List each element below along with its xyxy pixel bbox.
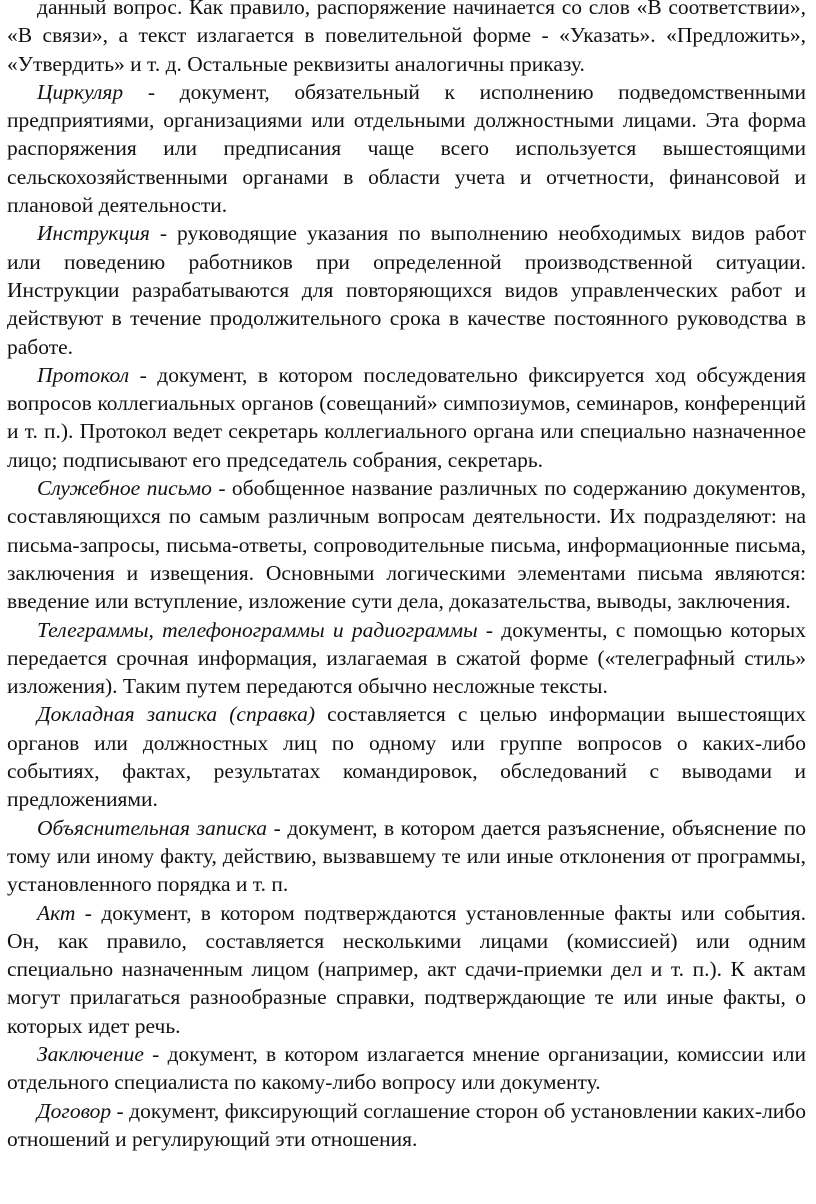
term-circular: Циркуляр bbox=[37, 79, 124, 104]
term-report-note: Докладная записка (справка) bbox=[37, 702, 315, 727]
paragraph-telegrams bbox=[7, 616, 806, 701]
paragraph-explanatory-note bbox=[7, 814, 806, 899]
term-official-letter: Служебное письмо bbox=[37, 476, 212, 501]
paragraph-instruction bbox=[7, 219, 806, 360]
paragraph-text: - документы, с помощью которых передается срочная информация, излагаемая в сжатой форме («телеграфный стиль» изложения). Таким путем передаются обычно несложные тексты. bbox=[7, 617, 806, 699]
term-protocol: Протокол bbox=[37, 362, 130, 387]
term-explanatory-note: Объяснительная записка bbox=[37, 815, 268, 840]
paragraph-text: - обобщенное название различных по содержанию документов, составляющихся по самым различным вопросам деятельности. Их подразделяют: на письма-запросы, письма-ответы, сопроводительные письма, информационные письма, заключения и извещения. Основными логическими элементами письма являются: введение или вступление, изложение сути дела, доказательства, выводы, заключения. bbox=[7, 476, 807, 614]
term-conclusion: Заключение bbox=[37, 1041, 144, 1066]
paragraph-text: - документ, в котором дается разъяснение, объяснение по тому или иному факту, действию, вызвавшему те или иные отклонения от программы, установленного порядка и т. п. bbox=[7, 815, 806, 897]
paragraph-circular bbox=[7, 78, 806, 219]
paragraph-continuation bbox=[7, 0, 806, 78]
paragraph-text: - документ, фиксирующий соглашение сторон об установлении каких-либо отношений и регулирующий эти отношения. bbox=[7, 1098, 806, 1151]
term-telegrams: Телеграммы, телефонограммы и радиограммы bbox=[37, 617, 478, 642]
paragraph-act bbox=[7, 899, 806, 1040]
paragraph-conclusion bbox=[7, 1040, 806, 1097]
paragraph-text: - руководящие указания по выполнению необходимых видов работ или поведению работников при определенной производственной ситуации. Инструкции разрабатываются для повторяющихся видов управленческих работ и действуют в течение продолжительного срока в качестве постоянного руководства в работе. bbox=[7, 221, 806, 359]
paragraph-contract bbox=[7, 1097, 806, 1154]
term-act: Акт bbox=[37, 900, 76, 925]
paragraph-text: - документ, в котором излагается мнение организации, комиссии или отдельного специалиста по какому-либо вопросу или документу. bbox=[7, 1041, 806, 1095]
term-contract: Договор bbox=[37, 1098, 112, 1123]
paragraph-text: составляется с целью информации вышестоящих органов или должностных лиц по одному или группе вопросов о каких-либо событиях, фактах, результатах командировок, обследований с выводами и предложениями. bbox=[7, 702, 806, 812]
paragraph-text: - документ, обязательный к исполнению подведомственными предприятиями, организациями или отдельными должностными лицами. Эта форма распоряжения или предписания чаще всего используется вышестоящими сельскохозяйственными органами в области учета и отчетности, финансовой и плановой деятельности. bbox=[7, 79, 806, 218]
paragraph-protocol bbox=[7, 361, 806, 474]
paragraph-official-letter bbox=[7, 474, 806, 615]
paragraph-text: - документ, в котором последовательно фиксируется ход обсуждения вопросов коллегиальных органов (совещаний» симпозиумов, семинаров, конференций и т. п.). Протокол ведет секретарь коллегиального органа или специально назначенное лицо; подписывают его председатель собрания, секретарь. bbox=[7, 362, 806, 472]
paragraph-text: - документ, в котором подтверждаются установленные факты или события. Он, как правило, составляется несколькими лицами (комиссией) или одним специально назначенным лицом (например, акт сдачи-приемки дел и т. п.). К актам могут прилагаться разнообразные справки, подтверждающие те или иные факты, о которых идет речь. bbox=[7, 900, 806, 1038]
paragraph-report-note bbox=[7, 700, 806, 813]
paragraph-text: данный вопрос. Как правило, распоряжение начинается со слов «В соответствии», «В связи», а текст излагается в повелительной форме - «Указать». «Предложить», «Утвердить» и т. д. Остальные реквизиты аналогичны приказу. bbox=[7, 0, 806, 76]
term-instruction: Инструкция bbox=[37, 221, 150, 246]
